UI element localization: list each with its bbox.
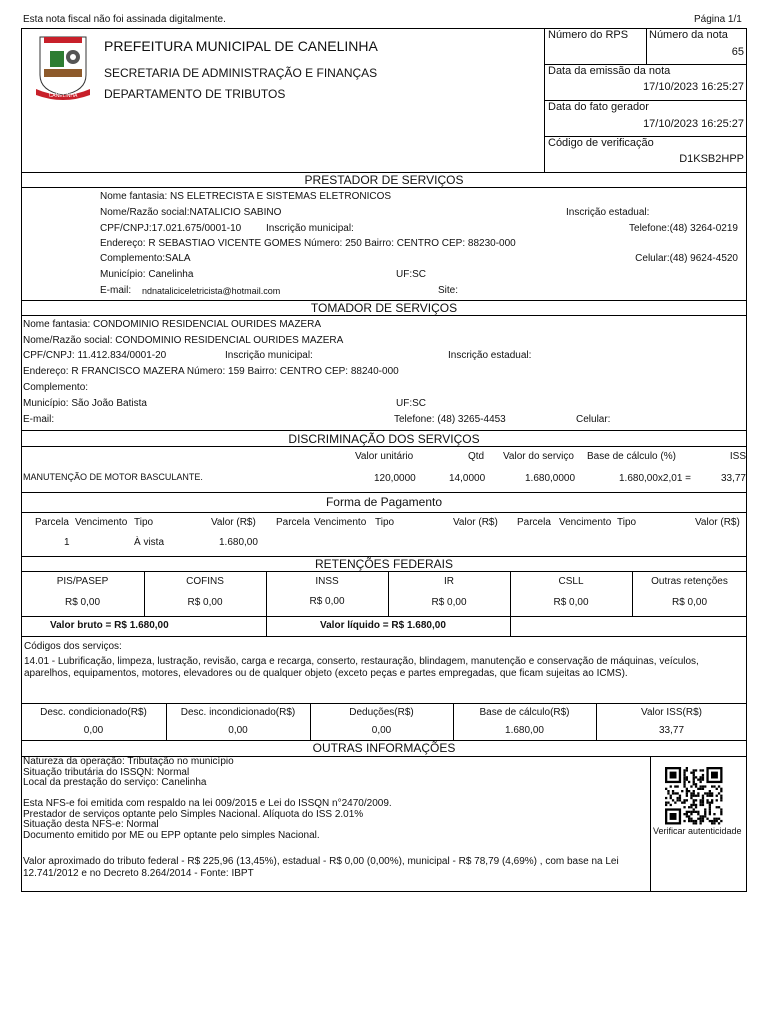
pag-header-parcela-3: Parcela: [517, 517, 551, 528]
servico-valor: 1.680,0000: [525, 473, 576, 484]
pag-header-tipo-1: Tipo: [134, 517, 154, 528]
prestador-cpf-cnpj: CPF/CNPJ:17.021.675/0001-10: [100, 223, 242, 234]
ret-label-cofins: COFINS: [186, 576, 224, 587]
ret-label-inss: INSS: [315, 576, 339, 587]
total-value-desc-incondicionado: 0,00: [228, 725, 248, 736]
prestador-inscricao-estadual: Inscrição estadual:: [566, 207, 650, 218]
ret-value-inss: R$ 0,00: [309, 596, 345, 607]
total-label-deducoes: Deduções(R$): [349, 707, 414, 718]
prestador-nome-fantasia: Nome fantasia: NS ELETRECISTA E SISTEMAS ELETRONICOS: [100, 191, 392, 202]
header-valor-unitario: Valor unitário: [355, 451, 414, 462]
numero-nota-label: Número da nota: [649, 29, 728, 41]
servico-base-calculo: 1.680,00x2,01 =: [619, 473, 692, 484]
outras-natureza: Natureza da operação: Tributação no município: [23, 756, 234, 767]
ret-value-csll: R$ 0,00: [553, 597, 589, 608]
ret-value-pis: R$ 0,00: [64, 597, 101, 608]
header-qtd: Qtd: [468, 451, 485, 462]
tomador-razao-social: Nome/Razão social: CONDOMINIO RESIDENCIAL OURIDES MAZERA: [23, 335, 344, 346]
pag-header-valor-3: Valor (R$): [695, 517, 740, 528]
outras-simples-nacional: Prestador de serviços optante pelo Simples Nacional. Alíquota do ISS 2.01%: [23, 808, 364, 820]
ret-label-pis: PIS/PASEP: [56, 576, 109, 587]
ret-value-ir: R$ 0,00: [431, 597, 467, 608]
total-label-valor-iss: Valor ISS(R$): [641, 707, 702, 718]
outras-tributo: Valor aproximado do tributo federal - R$ 225,96 (13,45%), estadual - R$ 0,00 (0,00%), municipal - R$ 78,79 (4,69%) , com base na Lei 12.741/2012 e no Decreto 8.264/2014 - Fonte: IBPT: [23, 856, 619, 879]
prestador-email-label: E-mail:: [100, 285, 132, 296]
ret-label-outras: Outras retenções: [651, 576, 728, 587]
prestador-razao-social: Nome/Razão social:NATALICIO SABINO: [100, 207, 282, 218]
ret-value-cofins: R$ 0,00: [187, 597, 223, 608]
tomador-municipio: Município: São João Batista: [23, 398, 147, 409]
valor-bruto: Valor bruto = R$ 1.680,00: [50, 620, 169, 631]
total-label-desc-condicionado: Desc. condicionado(R$): [40, 707, 147, 718]
prestador-site: Site:: [438, 285, 459, 296]
servico-iss: 33,77: [720, 473, 746, 484]
prestador-complemento: Complemento:SALA: [100, 253, 191, 264]
servico-qtd: 14,0000: [449, 473, 486, 484]
verificacao-code: D1KSB2HPP: [679, 153, 744, 165]
tomador-email: E-mail:: [23, 414, 55, 425]
tomador-complemento: Complemento:: [23, 382, 89, 393]
tomador-inscricao-estadual: Inscrição estadual:: [448, 350, 532, 361]
prestador-inscricao-municipal: Inscrição municipal:: [266, 223, 354, 234]
header-valor-servico: Valor do serviço: [503, 451, 574, 462]
prestador-endereco: Endereço: R SEBASTIAO VICENTE GOMES Número: 250 Bairro: CENTRO CEP: 88230-000: [100, 238, 516, 249]
tomador-endereco: Endereço: R FRANCISCO MAZERA Número: 159 Bairro: CENTRO CEP: 88240-000: [23, 366, 399, 377]
pag-tipo: À vista: [134, 537, 165, 548]
verificacao-label: Código de verificação: [548, 137, 654, 149]
servico-descricao: MANUTENÇÃO DE MOTOR BASCULANTE.: [23, 472, 203, 482]
pagamento-title: Forma de Pagamento: [325, 495, 443, 509]
ret-label-ir: IR: [444, 576, 454, 587]
numero-rps-label: Número do RPS: [548, 29, 629, 41]
pag-header-vencimento-2: Vencimento: [314, 517, 367, 528]
pag-header-vencimento-3: Vencimento: [559, 517, 612, 528]
prestador-celular: Celular:(48) 9624-4520: [635, 253, 738, 264]
ret-value-outras: R$ 0,00: [671, 597, 708, 608]
pag-header-tipo-3: Tipo: [617, 517, 637, 528]
pag-header-parcela-1: Parcela: [35, 517, 69, 528]
header-iss: ISS: [729, 451, 746, 462]
outras-local-prestacao: Local da prestação do serviço: Canelinha: [23, 777, 207, 788]
pag-parcela: 1: [64, 537, 70, 548]
prefeitura-title: PREFEITURA MUNICIPAL DE CANELINHA: [104, 38, 378, 54]
total-value-deducoes: 0,00: [371, 725, 392, 736]
tomador-cpf-cnpj: CPF/CNPJ: 11.412.834/0001-20: [23, 350, 167, 361]
codigos-descricao: 14.01 - Lubrificação, limpeza, lustração, revisão, carga e recarga, conserto, restauração, blindagem, manutenção e conservação de máquinas, veículos, aparelhos, equipamentos, motores, elevadores ou de qualquer objeto (exceto peças e partes empregadas, que ficam sujeitas ao ICMS).: [24, 656, 699, 679]
prestador-municipio: Município: Canelinha: [100, 269, 194, 280]
prestador-email: ndnataliciceletricista@hotmail.com: [142, 286, 281, 296]
total-value-valor-iss: 33,77: [658, 725, 685, 736]
discriminacao-title: DISCRIMINAÇÃO DOS SERVIÇOS: [288, 432, 480, 446]
total-label-desc-incondicionado: Desc. incondicionado(R$): [180, 707, 296, 718]
pag-header-tipo-2: Tipo: [375, 517, 395, 528]
outras-respaldo-lei: Esta NFS-e foi emitida com respaldo na lei 009/2015 e Lei do ISSQN n°2470/2009.: [23, 798, 392, 809]
total-label-base-calculo: Base de cálculo(R$): [479, 707, 570, 718]
ret-label-csll: CSLL: [558, 576, 584, 587]
tomador-nome-fantasia: Nome fantasia: CONDOMINIO RESIDENCIAL OURIDES MAZERA: [23, 319, 322, 330]
verificar-autenticidade[interactable]: Verificar autenticidade: [653, 826, 742, 836]
servico-valor-unitario: 120,0000: [374, 473, 416, 484]
crest-banner-text: CANELINHA: [48, 93, 78, 99]
tomador-telefone: Telefone: (48) 3265-4453: [394, 414, 506, 425]
numero-nota-value: 65: [731, 46, 744, 58]
total-value-desc-condicionado: 0,00: [83, 725, 104, 736]
header-base-calculo: Base de cálculo (%): [587, 451, 676, 462]
outras-info-lines: [23, 757, 392, 841]
fato-gerador-label: Data do fato gerador: [548, 101, 649, 113]
prestador-title: PRESTADOR DE SERVIÇOS: [304, 173, 464, 187]
crest-logo: [30, 31, 96, 103]
emissao-label: Data da emissão da nota: [548, 65, 671, 77]
total-value-base-calculo: 1.680,00: [505, 725, 544, 736]
valor-liquido: Valor líquido = R$ 1.680,00: [320, 620, 446, 631]
codigos-label: Códigos dos serviços:: [24, 641, 122, 652]
emissao-value: 17/10/2023 16:25:27: [643, 81, 744, 93]
tomador-inscricao-municipal: Inscrição municipal:: [225, 350, 313, 361]
tomador-title: TOMADOR DE SERVIÇOS: [310, 301, 458, 315]
pag-valor: 1.680,00: [219, 537, 258, 548]
outras-title: OUTRAS INFORMAÇÕES: [312, 741, 456, 755]
pag-header-parcela-2: Parcela: [276, 517, 310, 528]
signature-notice: Esta nota fiscal não foi assinada digitalmente.: [23, 14, 226, 25]
outras-situacao-tributaria: Situação tributária do ISSQN: Normal: [23, 766, 190, 778]
outras-documento-emitido: Documento emitido por ME ou EPP optante pelo simples Nacional.: [23, 829, 320, 841]
pag-header-valor-1: Valor (R$): [211, 517, 256, 528]
tomador-celular: Celular:: [576, 414, 611, 425]
pag-header-valor-2: Valor (R$): [453, 517, 498, 528]
qr-code[interactable]: [665, 767, 727, 825]
prestador-telefone: Telefone:(48) 3264-0219: [629, 223, 738, 234]
outras-situacao-nfse: Situação desta NFS-e: Normal: [23, 819, 159, 830]
departamento-title: DEPARTAMENTO DE TRIBUTOS: [104, 87, 286, 101]
retencoes-title: RETENÇÕES FEDERAIS: [314, 557, 454, 571]
fato-gerador-value: 17/10/2023 16:25:27: [643, 118, 744, 130]
secretaria-title: SECRETARIA DE ADMINISTRAÇÃO E FINANÇAS: [104, 66, 378, 80]
page-number: Página 1/1: [694, 14, 742, 25]
pag-header-vencimento-1: Vencimento: [75, 517, 128, 528]
tomador-uf: UF:SC: [396, 398, 426, 409]
prestador-uf: UF:SC: [396, 269, 426, 280]
